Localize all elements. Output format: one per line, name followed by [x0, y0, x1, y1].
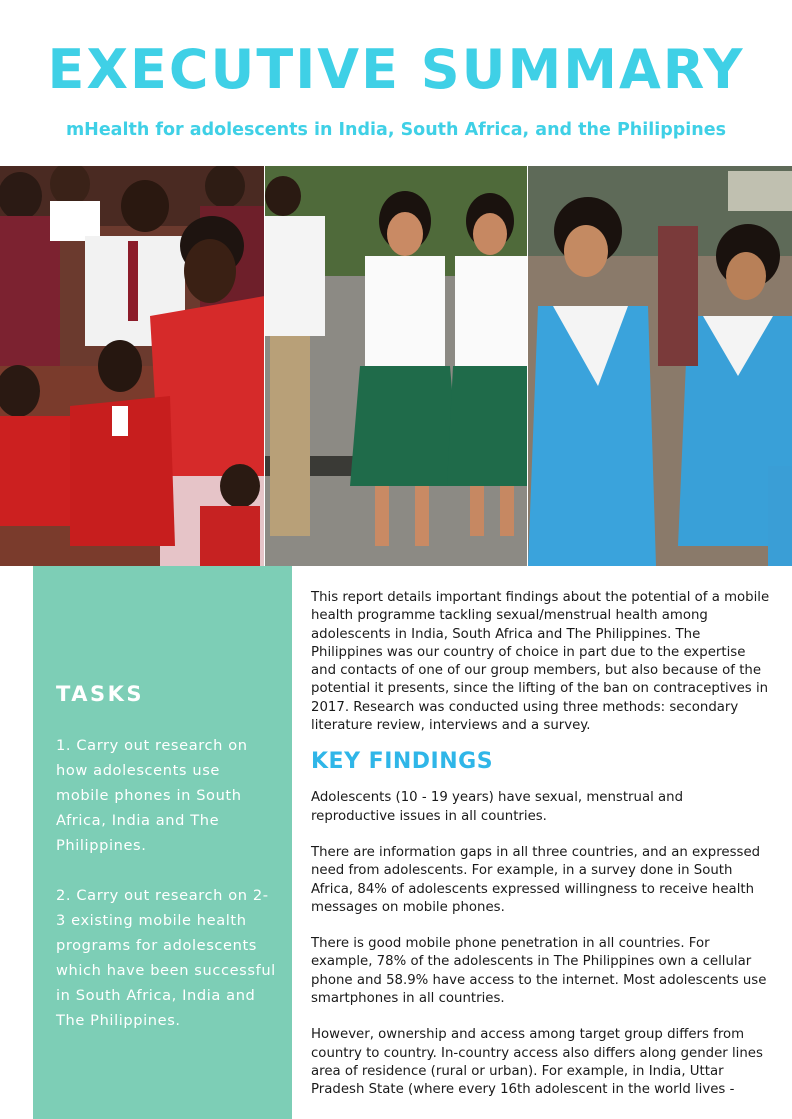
page-subtitle: mHealth for adolescents in India, South Africa, and the Philippines	[65, 120, 727, 140]
finding-paragraph: There are information gaps in all three countries, and an expressed need from adolescents. For example, in a survey done in South Africa, 84% of adolescents expressed willingness to receive health messages on mobile phones.	[311, 844, 761, 915]
finding-paragraph: Adolescents (10 - 19 years) have sexual, menstrual and reproductive issues in all countries.	[311, 790, 684, 824]
intro-paragraph: This report details important findings about the potential of a mobile health programme tackling sexual/menstrual health among adolescents in India, South Africa and The Philippines. The Philippines was our country of choice in part due to the expertise and contacts of one of our group members, but also because of the potential it presents, since the lifting of the ban on contraceptives in 2017. Research was conducted using three methods: secondary literature review, interviews and a survey.	[311, 590, 770, 734]
photo-india-students	[528, 166, 792, 566]
main-content	[311, 589, 771, 1118]
tasks-list	[56, 733, 278, 1058]
photo-collage	[0, 166, 792, 566]
finding-paragraph: However, ownership and access among target group differs from country to country. In-country access also differs along gender lines area of residence (rural or urban). For example, in India, Uttar Pradesh State (where every 16th adolescent in the world lives -	[311, 1027, 763, 1098]
tasks-panel	[33, 566, 292, 1119]
photo-south-africa-students	[0, 166, 264, 566]
task-item: 2. Carry out research on 2-3 existing mobile health programs for adolescents which have been successful in South Africa, India and The Philippines.	[56, 887, 276, 1029]
finding-paragraph: There is good mobile phone penetration in all countries. For example, 78% of the adolescents in The Philippines own a cellular phone and 58.9% have access to the internet. Most adolescents use smartphones in all countries.	[311, 936, 767, 1007]
task-item: 1. Carry out research on how adolescents use mobile phones in South Africa, India and The Philippines.	[56, 737, 248, 854]
key-findings-heading: KEY FINDINGS	[311, 749, 494, 775]
tasks-heading: TASKS	[56, 682, 144, 706]
photo-philippines-students	[265, 166, 526, 566]
page-title: EXECUTIVE SUMMARY	[47, 38, 745, 101]
